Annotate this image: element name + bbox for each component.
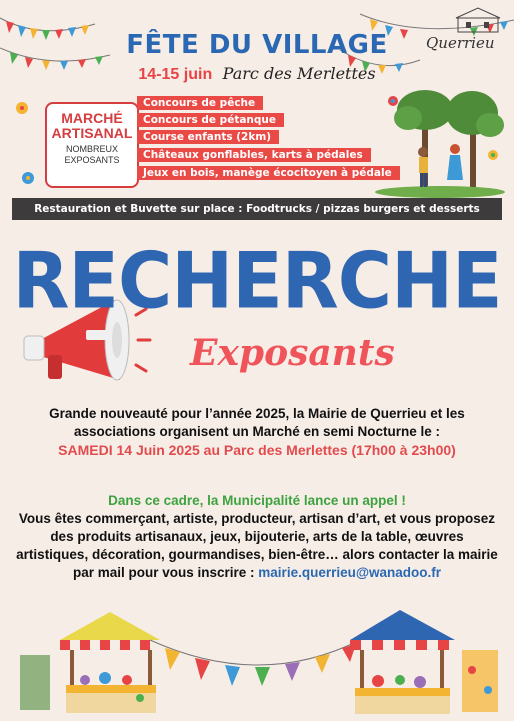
logo-text: Querrieu — [426, 34, 495, 52]
activity-item: Concours de pêche — [137, 96, 263, 110]
marche-artisanal-box — [45, 102, 139, 188]
appel-line-1: Dans ce cadre, la Municipalité lance un appel ! — [108, 493, 406, 508]
intro-line-1: Grande nouveauté pour l’année 2025, la Mairie de Querrieu et les — [49, 406, 465, 421]
logo-house-icon — [456, 8, 500, 32]
park-illustration — [375, 90, 505, 198]
marche-line-1: MARCHÉ — [61, 110, 123, 126]
subheadline: Exposants — [190, 332, 395, 374]
appel-line-5 — [0, 564, 514, 582]
marche-line-3: NOMBREUX — [65, 144, 118, 154]
bunting-bottom — [150, 640, 360, 686]
location-text: Parc des Merlettes — [222, 64, 376, 83]
restauration-banner: Restauration et Buvette sur place : Foodtrucks / pizzas burgers et desserts — [12, 198, 502, 220]
dates-text: 14-15 juin — [138, 66, 213, 83]
headline: RECHERCHE — [12, 235, 502, 327]
appel-line-4: artistiques, décoration, gourmandises, bien-être… alors contacter la mairie — [16, 547, 498, 562]
contact-email-link[interactable]: mairie.querrieu@wanadoo.fr — [258, 565, 442, 580]
appel-paragraph — [0, 492, 514, 582]
activity-item: Châteaux gonflables, karts à pédales — [137, 148, 371, 162]
activity-item: Concours de pétanque — [137, 113, 284, 127]
marche-line-4: EXPOSANTS — [64, 155, 120, 165]
activity-item: Jeux en bois, manège écocitoyen à pédale — [137, 166, 400, 180]
page-title: FÊTE DU VILLAGE — [126, 30, 388, 60]
intro-line-2: associations organisent un Marché en semi Nocturne le : — [73, 424, 441, 439]
market-stall-left — [20, 612, 160, 713]
appel-line-2: Vous êtes commerçant, artiste, producteur, artisan d’art, et vous proposez — [18, 511, 496, 526]
appel-line-3: des produits artisanaux, jeux, bijouterie, arts de la table, œuvres — [50, 529, 464, 544]
market-stall-right — [350, 610, 498, 714]
event-dates — [0, 64, 514, 84]
marche-line-2: ARTISANAL — [51, 125, 133, 141]
appel-line-5-prefix: par mail pour vous inscrire : — [72, 565, 259, 580]
intro-paragraph — [0, 405, 514, 459]
activity-item: Course enfants (2km) — [137, 130, 279, 144]
event-date-line: SAMEDI 14 Juin 2025 au Parc des Merlettes (17h00 à 23h00) — [58, 442, 456, 458]
